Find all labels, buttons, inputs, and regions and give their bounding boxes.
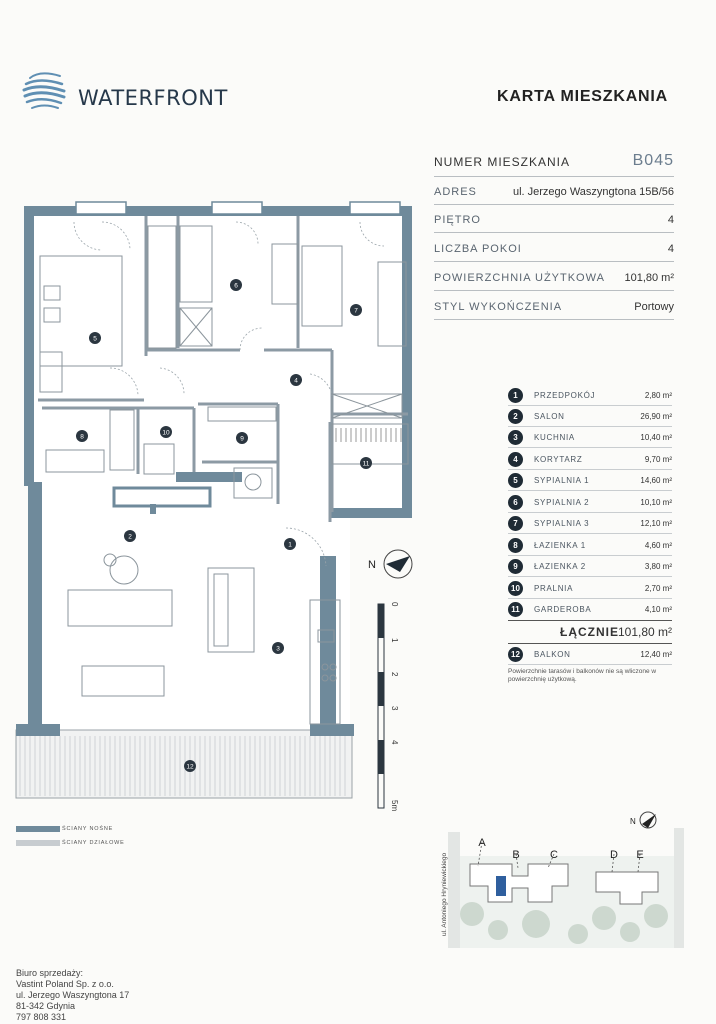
room-area: 10,10 m² [640, 498, 672, 507]
room-row [508, 472, 672, 490]
plan-marker-2 [124, 530, 136, 542]
room-number-badge: 1 [508, 388, 523, 403]
info-row-area [434, 272, 674, 288]
brand-name: WATERFRONT [78, 86, 228, 110]
room-name: SYPIALNIA 2 [534, 498, 590, 507]
floor-plan [14, 192, 414, 804]
divider [508, 576, 672, 577]
divider [434, 290, 674, 291]
site-compass [630, 812, 656, 828]
divider [508, 447, 672, 448]
plan-marker-8 [76, 430, 88, 442]
waterfront-logo [22, 66, 78, 122]
room-row [508, 408, 672, 426]
scale-tick: 5m [390, 800, 399, 812]
room-name: PRZEDPOKÓJ [534, 391, 596, 400]
room-number-badge: 9 [508, 559, 523, 574]
scale-tick: 0 [390, 602, 399, 607]
divider [508, 620, 672, 621]
room-name: PRALNIA [534, 584, 574, 593]
plan-marker-4 [290, 374, 302, 386]
site-plan [408, 806, 698, 948]
total-value: 101,80 m² [617, 625, 672, 639]
room-area: 12,10 m² [640, 519, 672, 528]
room-area: 2,70 m² [644, 584, 672, 593]
scale-ticks [390, 602, 399, 811]
room-area: 12,40 m² [640, 650, 672, 659]
room-name: SYPIALNIA 1 [534, 476, 590, 485]
plan-marker-12 [184, 760, 196, 772]
info-value: B045 [632, 152, 674, 169]
info-label: STYL WYKOŃCZENIA [434, 301, 563, 313]
info-label: LICZBA POKOI [434, 243, 522, 255]
room-row [508, 429, 672, 447]
divider [508, 664, 672, 665]
scale-tick: 1 [390, 638, 399, 643]
total-label: ŁĄCZNIE [560, 625, 619, 639]
scale-tick: 4 [390, 740, 399, 745]
plan-marker-10 [160, 426, 172, 438]
room-row [508, 558, 672, 576]
building-label: E [636, 849, 644, 861]
room-number-badge: 12 [508, 647, 523, 662]
room-name: BALKON [534, 650, 571, 659]
street-label: ul. Antoniego Hryniewickiego [441, 852, 448, 936]
room-row [508, 387, 672, 405]
divider [434, 319, 674, 320]
legend-swatch-load-walls [16, 826, 60, 832]
divider [508, 426, 672, 427]
room-name: SALON [534, 412, 565, 421]
plan-marker-3 [272, 642, 284, 654]
divider [508, 469, 672, 470]
plan-marker-1 [284, 538, 296, 550]
legend-swatch-partition-walls [16, 840, 60, 846]
windows-top [76, 202, 400, 214]
divider [508, 512, 672, 513]
compass-label: N [368, 559, 376, 571]
info-value: ul. Jerzego Waszyngtona 15B/56 [512, 186, 674, 198]
info-row-style [434, 301, 674, 317]
info-value: 101,80 m² [624, 272, 674, 284]
divider [434, 261, 674, 262]
room-number-badge: 11 [508, 602, 523, 617]
legend-label-load-walls: ŚCIANY NOŚNE [62, 826, 114, 832]
divider [508, 405, 672, 406]
room-name: SYPIALNIA 3 [534, 519, 590, 528]
room-row [508, 601, 672, 619]
plan-marker-6 [230, 279, 242, 291]
balcony-row [508, 646, 672, 664]
room-area: 26,90 m² [640, 412, 672, 421]
plan-label-1: 1 [288, 541, 292, 549]
plan-label-10: 10 [162, 429, 170, 437]
room-area: 9,70 m² [644, 455, 672, 464]
info-row-number [434, 152, 674, 173]
room-area: 4,10 m² [644, 605, 672, 614]
room-number-badge: 3 [508, 430, 523, 445]
room-row [508, 537, 672, 555]
room-name: GARDEROBA [534, 605, 592, 614]
divider [508, 598, 672, 599]
plan-label-2: 2 [128, 533, 132, 541]
sales-office [16, 968, 196, 1023]
plan-label-3: 3 [276, 645, 280, 653]
area-note: Powierzchnie tarasów i balkonów nie są wliczone w powierzchnię użytkową. [508, 668, 657, 683]
sales-line: ul. Jerzego Waszyngtona 17 [16, 990, 130, 1000]
info-label: ADRES [434, 186, 477, 198]
site-compass-label: N [630, 817, 636, 826]
balcony [16, 730, 352, 798]
room-name: ŁAZIENKA 1 [534, 541, 586, 550]
divider [434, 204, 674, 205]
divider [434, 232, 674, 233]
info-row-rooms [434, 243, 674, 259]
divider [434, 176, 674, 177]
legend-label-partition-walls: ŚCIANY DZIAŁOWE [62, 840, 125, 846]
info-label: POWIERZCHNIA UŻYTKOWA [434, 272, 605, 284]
info-label: NUMER MIESZKANIA [434, 155, 571, 169]
info-label: PIĘTRO [434, 214, 481, 226]
info-row-floor [434, 214, 674, 230]
info-value: Portowy [634, 301, 674, 313]
plan-marker-11 [360, 457, 372, 469]
plan-label-4: 4 [294, 377, 298, 385]
plan-label-9: 9 [240, 435, 244, 443]
sales-phone: 797 808 331 [16, 1012, 67, 1022]
sales-line: Biuro sprzedaży: [16, 968, 84, 978]
sales-line: Vastint Poland Sp. z o.o. [16, 979, 114, 989]
room-area: 14,60 m² [640, 476, 672, 485]
room-row [508, 451, 672, 469]
building-label: B [512, 849, 520, 861]
sales-line: 81-342 Gdynia [16, 1001, 76, 1011]
room-area: 10,40 m² [640, 433, 672, 442]
room-row [508, 515, 672, 533]
building-label: D [610, 849, 618, 861]
info-value: 4 [667, 243, 674, 255]
info-value: 4 [667, 214, 674, 226]
plan-marker-9 [236, 432, 248, 444]
scale-tick: 3 [390, 706, 399, 711]
scale-tick: 2 [390, 672, 399, 677]
building-label: A [478, 837, 486, 849]
room-row [508, 494, 672, 512]
card-title: KARTA MIESZKANIA [497, 88, 669, 105]
plan-label-6: 6 [234, 282, 238, 290]
plan-label-7: 7 [354, 307, 358, 315]
divider [508, 490, 672, 491]
room-number-badge: 6 [508, 495, 523, 510]
divider [508, 643, 672, 644]
room-name: KORYTARZ [534, 455, 583, 464]
room-row [508, 580, 672, 598]
divider [508, 533, 672, 534]
apartment-location-marker [496, 876, 506, 896]
plan-marker-5 [89, 332, 101, 344]
plan-marker-7 [350, 304, 362, 316]
room-name: ŁAZIENKA 2 [534, 562, 586, 571]
room-number-badge: 10 [508, 581, 523, 596]
room-number-badge: 8 [508, 538, 523, 553]
plan-label-11: 11 [362, 460, 370, 468]
plan-label-12: 12 [186, 763, 194, 771]
room-number-badge: 4 [508, 452, 523, 467]
room-number-badge: 5 [508, 473, 523, 488]
room-area: 3,80 m² [644, 562, 672, 571]
plan-label-5: 5 [93, 335, 97, 343]
divider [508, 555, 672, 556]
building-label: C [550, 849, 558, 861]
total-row [508, 625, 672, 641]
room-area: 4,60 m² [644, 541, 672, 550]
room-number-badge: 2 [508, 409, 523, 424]
info-row-address [434, 186, 674, 202]
plan-label-8: 8 [80, 433, 84, 441]
scale-bar [368, 550, 418, 820]
room-name: KUCHNIA [534, 433, 575, 442]
room-number-badge: 7 [508, 516, 523, 531]
room-area: 2,80 m² [644, 391, 672, 400]
